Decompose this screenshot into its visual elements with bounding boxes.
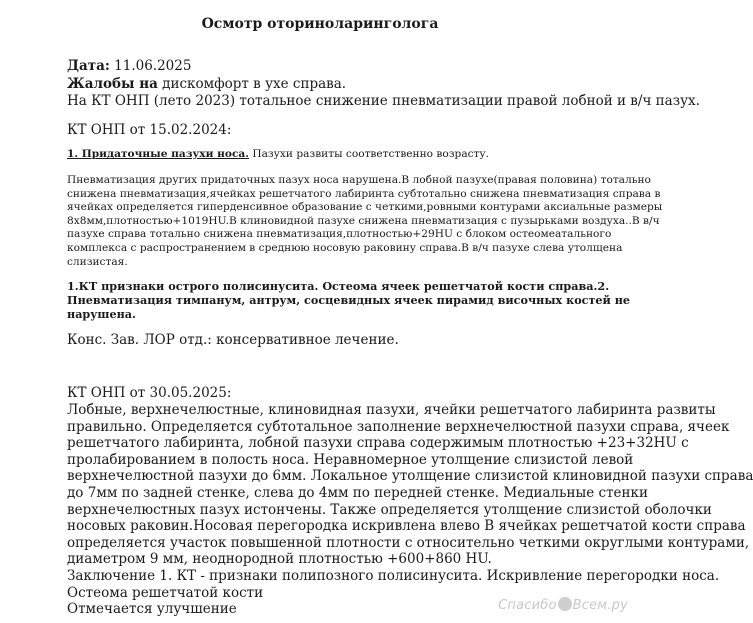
findings-line: Лобные, верхнечелюстные, клиновидная пазухи, ячейки решетчатого лабиринта развиты xyxy=(67,402,716,418)
findings-line: пролабированием в полость носа. Неравномерное утолщение слизистой левой xyxy=(67,451,634,468)
findings-line: носовых раковин.Носовая перегородка искривлена влево В ячейках решетчатой кости справа xyxy=(67,518,746,535)
watermark-logo-icon xyxy=(558,597,572,611)
conclusion-line: 1.КТ признаки острого полисинусита. Остеома ячеек решетчатой кости справа.2. xyxy=(67,279,610,293)
date-value: 11.06.2025 xyxy=(109,58,192,74)
conclusion-line: нарушена. xyxy=(67,307,136,322)
ct-2024-conclusion xyxy=(67,279,630,322)
ct-2025-findings xyxy=(67,402,753,601)
findings-line: правильно. Определяется субтотальное заполнение верхнечелюстной пазухи справа, ячеек xyxy=(67,418,730,435)
ct-2024-findings xyxy=(67,174,662,269)
date-line xyxy=(67,58,191,74)
consultation-note: Конс. Зав. ЛОР отд.: консервативное лечение. xyxy=(67,332,399,348)
date-label: Дата: xyxy=(67,58,110,74)
ct-2024-header: КТ ОНП от 15.02.2024: xyxy=(67,122,232,138)
sinuses-heading: 1. Придаточные пазухи носа. xyxy=(67,148,249,160)
sinuses-text: Пазухи развиты соответственно возрасту. xyxy=(248,148,490,160)
ct-2025-header: КТ ОНП от 30.05.2025: xyxy=(67,385,232,401)
findings-line: Заключение 1. КТ - признаки полипозного полисинусита. Искривление перегородки носа. xyxy=(67,567,720,584)
findings-line: решетчатого лабиринта, лобной пазухи справа содержимым плотностью +23+32HU с xyxy=(67,435,689,452)
findings-line: комплекса с распространением в среднюю носовую раковину справа.В в/ч пазухе слева утолщена xyxy=(67,241,623,254)
watermark-text-2: Всем.ру xyxy=(572,598,628,613)
findings-line: Пневматизация других придаточных пазух носа нарушена.В лобной пазухе(правая половина) тотально xyxy=(67,174,651,186)
conclusion-line: Пневматизация тимпанум, антрум, сосцевидных ячеек пирамид височных костей не xyxy=(67,293,631,308)
ct-2023-note: На КТ ОНП (лето 2023) тотальное снижение пневматизации правой лобной и в/ч пазух. xyxy=(67,93,700,109)
findings-line: определяется участок повышенной плотности с относительно четкими округлыми контурами, xyxy=(67,534,750,551)
complaints-value: дискомфорт в ухе справа. xyxy=(157,76,347,92)
findings-line: диаметром 9 мм, неоднородной плотностью +600+860 HU. xyxy=(67,551,492,568)
complaints-label: Жалобы на xyxy=(67,76,158,92)
watermark-text-1: Спасибо xyxy=(498,598,557,613)
watermark xyxy=(498,597,628,613)
findings-line: верхнечелюстной пазухи до 6мм. Локальное утолщение слизистой клиновидной пазухи справа xyxy=(67,468,753,485)
findings-line: до 7мм по задней стенке, слева до 4мм по передней стенке. Медиальные стенки xyxy=(67,484,648,501)
findings-line: Остеома решетчатой кости xyxy=(67,584,264,601)
findings-line: снижена пневматизация,ячейках решетчатого лабиринта субтотально снижена пневматизация справа в xyxy=(67,187,661,200)
findings-line: слизистая. xyxy=(67,255,128,268)
sinuses-line xyxy=(67,148,489,160)
findings-line: ячейках определяется гиперденсивное образование с четкими,ровными контурами аксиальные размеры xyxy=(67,201,663,214)
improvement-note: Отмечается улучшение xyxy=(67,601,237,617)
findings-line: 8х8мм,плотностью+1019HU.В клиновидной пазухе снижена пневматизация с пузырьками воздуха..В в/ч xyxy=(67,214,660,227)
page-title: Осмотр оториноларинголога xyxy=(201,16,439,32)
complaints-line xyxy=(67,76,346,92)
findings-line: верхнечелюстных пазух истончены. Также определяется утолщение слизистой оболочки xyxy=(67,501,712,518)
findings-line: пазухе справа тотально снижена пневматизация,плотностью+29HU с блоком остеомеатального xyxy=(67,228,612,241)
